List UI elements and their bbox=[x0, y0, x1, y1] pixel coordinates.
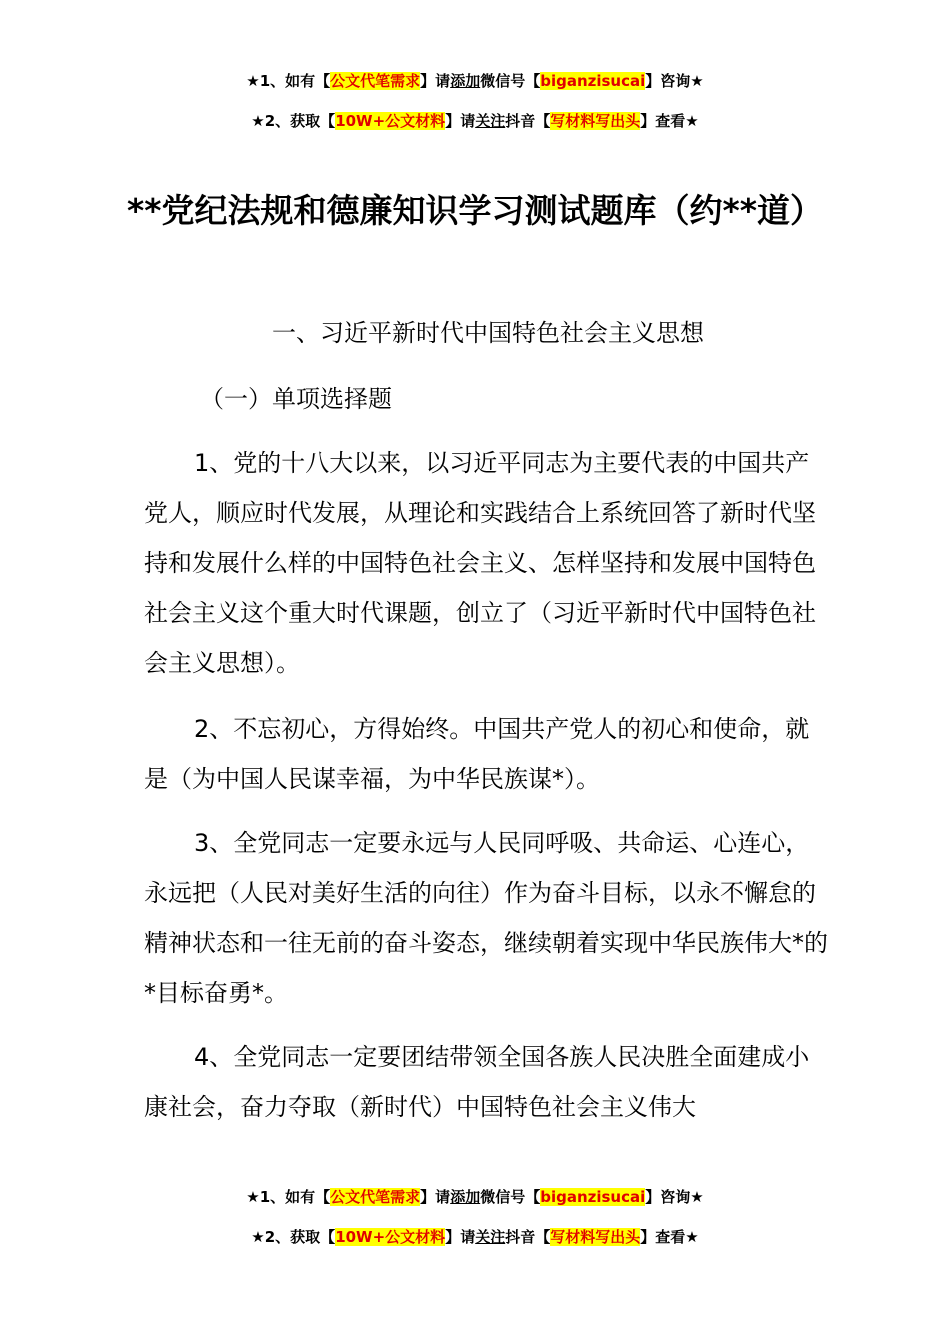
banner-text: 抖音【 bbox=[505, 112, 551, 130]
banner-text: ★1、如有【 bbox=[246, 72, 331, 90]
banner-text: ★2、获取【 bbox=[251, 1228, 336, 1246]
banner-highlight: 公文代笔需求 bbox=[330, 72, 421, 90]
promo-banner-bottom-line-1 bbox=[0, 1186, 950, 1208]
banner-text: 】请 bbox=[420, 72, 451, 90]
promo-banner-bottom-line-2 bbox=[0, 1226, 950, 1248]
banner-highlight: 写材料写出头 bbox=[550, 1228, 641, 1246]
question-paragraph-3: 3、全党同志一定要永远与人民同呼吸、共命运、心连心，永远把（人民对美好生活的向往）作为奋斗目标，以永不懈怠的精神状态和一往无前的奋斗姿态，继续朝着实现中华民族伟大*的*目标奋勇*。 bbox=[144, 829, 828, 1007]
banner-text: 】请 bbox=[445, 112, 476, 130]
banner-text: ★1、如有【 bbox=[246, 1188, 331, 1206]
promo-banner-line-2 bbox=[0, 110, 950, 132]
banner-underlined: 关注 bbox=[475, 1228, 506, 1246]
section-heading: 一、习近平新时代中国特色社会主义思想 bbox=[272, 319, 704, 347]
banner-underlined: 关注 bbox=[475, 112, 506, 130]
subsection-heading: （一）单项选择题 bbox=[200, 385, 392, 413]
banner-underlined: 添加 bbox=[450, 72, 481, 90]
question-paragraph-2: 2、不忘初心，方得始终。中国共产党人的初心和使命，就是（为中国人民谋幸福，为中华民族谋*）。 bbox=[144, 715, 810, 793]
question-paragraph-1: 1、党的十八大以来，以习近平同志为主要代表的中国共产党人，顺应时代发展，从理论和实践结合上系统回答了新时代坚持和发展什么样的中国特色社会主义、怎样坚持和发展中国特色社会主义这个重大时代课题，创立了（习近平新时代中国特色社会主义思想）。 bbox=[144, 449, 816, 677]
banner-highlight: biganzisucai bbox=[540, 72, 646, 90]
banner-highlight: 10W+公文材料 bbox=[335, 1228, 446, 1246]
banner-text: 】请 bbox=[445, 1228, 476, 1246]
question-paragraph-4: 4、全党同志一定要团结带领全国各族人民决胜全面建成小康社会，奋力夺取（新时代）中国特色社会主义伟大 bbox=[144, 1043, 810, 1121]
banner-text: 】咨询★ bbox=[645, 1188, 704, 1206]
banner-text: 】查看★ bbox=[640, 1228, 699, 1246]
banner-highlight: biganzisucai bbox=[540, 1188, 646, 1206]
banner-text: 】查看★ bbox=[640, 112, 699, 130]
banner-text: 微信号【 bbox=[480, 1188, 541, 1206]
banner-text: ★2、获取【 bbox=[251, 112, 336, 130]
banner-text: 】咨询★ bbox=[645, 72, 704, 90]
banner-text: 抖音【 bbox=[505, 1228, 551, 1246]
document-title: **党纪法规和德廉知识学习测试题库（约**道） bbox=[126, 191, 824, 230]
banner-highlight: 写材料写出头 bbox=[550, 112, 641, 130]
banner-highlight: 10W+公文材料 bbox=[335, 112, 446, 130]
banner-text: 微信号【 bbox=[480, 72, 541, 90]
banner-underlined: 添加 bbox=[450, 1188, 481, 1206]
promo-banner-line-1 bbox=[0, 70, 950, 92]
banner-text: 】请 bbox=[420, 1188, 451, 1206]
banner-highlight: 公文代笔需求 bbox=[330, 1188, 421, 1206]
